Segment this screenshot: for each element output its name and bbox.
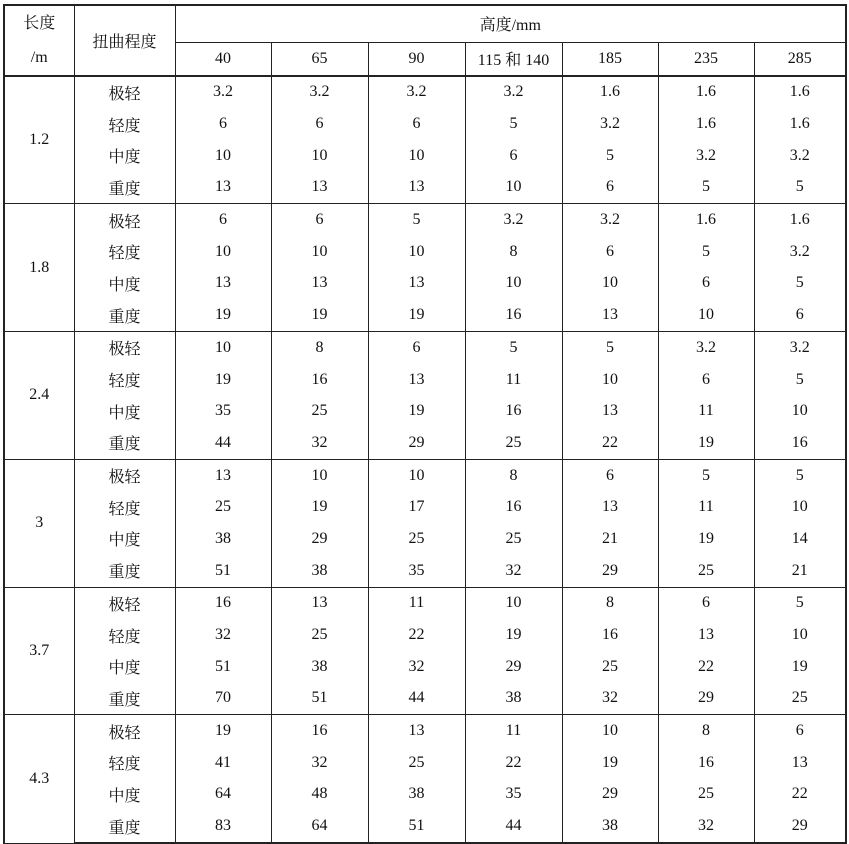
length-cell: 2.4	[4, 332, 74, 460]
value-cell: 10	[368, 236, 465, 268]
table-row	[4, 555, 846, 587]
value-cell: 5	[465, 332, 562, 364]
value-cell: 11	[465, 364, 562, 396]
length-cell: 4.3	[4, 715, 74, 843]
value-cell: 19	[271, 491, 368, 523]
degree-cell: 轻度	[74, 108, 175, 140]
value-cell: 6	[658, 364, 754, 396]
value-cell: 13	[368, 364, 465, 396]
value-cell: 35	[368, 555, 465, 587]
value-cell: 16	[562, 619, 658, 651]
value-cell: 3.2	[368, 76, 465, 109]
height-header: 高度/mm	[175, 5, 846, 42]
value-cell: 16	[465, 491, 562, 523]
value-cell: 1.6	[562, 76, 658, 109]
value-cell: 10	[175, 332, 271, 364]
value-cell: 6	[562, 172, 658, 204]
table-row	[4, 810, 846, 843]
degree-cell: 极轻	[74, 204, 175, 236]
value-cell: 19	[368, 395, 465, 427]
degree-cell: 极轻	[74, 459, 175, 491]
value-cell: 16	[465, 395, 562, 427]
value-cell: 1.6	[658, 204, 754, 236]
height-col-6: 285	[754, 42, 846, 76]
value-cell: 25	[271, 619, 368, 651]
degree-cell: 轻度	[74, 747, 175, 779]
value-cell: 6	[368, 332, 465, 364]
value-cell: 51	[175, 651, 271, 683]
value-cell: 3.2	[754, 140, 846, 172]
value-cell: 25	[368, 523, 465, 555]
value-cell: 6	[754, 715, 846, 747]
value-cell: 11	[658, 491, 754, 523]
length-cell: 3.7	[4, 587, 74, 715]
degree-cell: 中度	[74, 140, 175, 172]
value-cell: 6	[271, 204, 368, 236]
value-cell: 44	[368, 683, 465, 715]
value-cell: 32	[562, 683, 658, 715]
value-cell: 8	[465, 236, 562, 268]
value-cell: 3.2	[175, 76, 271, 109]
value-cell: 5	[754, 172, 846, 204]
value-cell: 5	[754, 587, 846, 619]
value-cell: 21	[562, 523, 658, 555]
value-cell: 22	[658, 651, 754, 683]
value-cell: 14	[754, 523, 846, 555]
value-cell: 5	[368, 204, 465, 236]
table-row	[4, 747, 846, 779]
table-row	[4, 683, 846, 715]
value-cell: 10	[465, 587, 562, 619]
value-cell: 10	[562, 715, 658, 747]
table-row	[4, 364, 846, 396]
value-cell: 51	[175, 555, 271, 587]
degree-cell: 重度	[74, 555, 175, 587]
value-cell: 10	[175, 236, 271, 268]
value-cell: 17	[368, 491, 465, 523]
value-cell: 38	[562, 810, 658, 843]
value-cell: 38	[368, 779, 465, 811]
value-cell: 16	[271, 715, 368, 747]
value-cell: 44	[465, 810, 562, 843]
value-cell: 19	[562, 747, 658, 779]
value-cell: 48	[271, 779, 368, 811]
value-cell: 25	[754, 683, 846, 715]
value-cell: 6	[271, 108, 368, 140]
value-cell: 3.2	[271, 76, 368, 109]
value-cell: 5	[658, 459, 754, 491]
value-cell: 32	[175, 619, 271, 651]
value-cell: 29	[562, 555, 658, 587]
table-row	[4, 268, 846, 300]
degree-cell: 轻度	[74, 619, 175, 651]
degree-cell: 中度	[74, 395, 175, 427]
value-cell: 5	[658, 172, 754, 204]
value-cell: 41	[175, 747, 271, 779]
value-cell: 8	[271, 332, 368, 364]
value-cell: 10	[271, 140, 368, 172]
value-cell: 6	[562, 236, 658, 268]
value-cell: 13	[562, 395, 658, 427]
length-cell: 3	[4, 459, 74, 587]
value-cell: 19	[175, 715, 271, 747]
value-cell: 38	[271, 651, 368, 683]
value-cell: 19	[658, 427, 754, 459]
value-cell: 3.2	[465, 76, 562, 109]
warp-tolerance-table	[3, 4, 847, 844]
value-cell: 5	[562, 140, 658, 172]
height-col-5: 235	[658, 42, 754, 76]
value-cell: 13	[562, 299, 658, 331]
value-cell: 32	[465, 555, 562, 587]
value-cell: 6	[368, 108, 465, 140]
degree-cell: 轻度	[74, 491, 175, 523]
degree-cell: 极轻	[74, 715, 175, 747]
value-cell: 11	[368, 587, 465, 619]
value-cell: 6	[562, 459, 658, 491]
value-cell: 35	[175, 395, 271, 427]
value-cell: 16	[271, 364, 368, 396]
value-cell: 32	[271, 747, 368, 779]
value-cell: 38	[465, 683, 562, 715]
value-cell: 10	[562, 268, 658, 300]
value-cell: 22	[465, 747, 562, 779]
value-cell: 25	[175, 491, 271, 523]
table-row	[4, 299, 846, 331]
value-cell: 22	[562, 427, 658, 459]
value-cell: 29	[368, 427, 465, 459]
value-cell: 64	[175, 779, 271, 811]
value-cell: 13	[175, 459, 271, 491]
table-row	[4, 491, 846, 523]
value-cell: 25	[562, 651, 658, 683]
degree-cell: 重度	[74, 299, 175, 331]
length-cell: 1.2	[4, 76, 74, 204]
value-cell: 13	[175, 172, 271, 204]
value-cell: 13	[562, 491, 658, 523]
table-row	[4, 715, 846, 747]
value-cell: 83	[175, 810, 271, 843]
value-cell: 22	[754, 779, 846, 811]
value-cell: 38	[175, 523, 271, 555]
value-cell: 19	[754, 651, 846, 683]
degree-cell: 极轻	[74, 76, 175, 109]
value-cell: 6	[658, 268, 754, 300]
table-row	[4, 619, 846, 651]
value-cell: 51	[368, 810, 465, 843]
degree-cell: 中度	[74, 523, 175, 555]
value-cell: 16	[175, 587, 271, 619]
degree-cell: 重度	[74, 810, 175, 843]
value-cell: 29	[271, 523, 368, 555]
value-cell: 10	[271, 236, 368, 268]
degree-cell: 中度	[74, 268, 175, 300]
value-cell: 5	[465, 108, 562, 140]
value-cell: 25	[658, 555, 754, 587]
table-row	[4, 76, 846, 109]
value-cell: 8	[658, 715, 754, 747]
value-cell: 10	[658, 299, 754, 331]
value-cell: 29	[562, 779, 658, 811]
table-row	[4, 587, 846, 619]
table-row	[4, 779, 846, 811]
degree-cell: 中度	[74, 651, 175, 683]
degree-cell: 重度	[74, 172, 175, 204]
value-cell: 11	[658, 395, 754, 427]
value-cell: 13	[271, 587, 368, 619]
value-cell: 1.6	[754, 108, 846, 140]
value-cell: 22	[368, 619, 465, 651]
value-cell: 10	[754, 619, 846, 651]
value-cell: 44	[175, 427, 271, 459]
value-cell: 5	[754, 459, 846, 491]
degree-cell: 极轻	[74, 587, 175, 619]
value-cell: 25	[658, 779, 754, 811]
table-row	[4, 651, 846, 683]
degree-cell: 中度	[74, 779, 175, 811]
value-cell: 25	[271, 395, 368, 427]
value-cell: 1.6	[754, 76, 846, 109]
value-cell: 6	[658, 587, 754, 619]
value-cell: 10	[562, 364, 658, 396]
table-row	[4, 427, 846, 459]
value-cell: 25	[368, 747, 465, 779]
table-row	[4, 204, 846, 236]
value-cell: 38	[271, 555, 368, 587]
length-cell: 1.8	[4, 204, 74, 332]
height-col-4: 185	[562, 42, 658, 76]
value-cell: 32	[271, 427, 368, 459]
value-cell: 13	[658, 619, 754, 651]
value-cell: 10	[271, 459, 368, 491]
value-cell: 16	[465, 299, 562, 331]
value-cell: 25	[465, 523, 562, 555]
value-cell: 13	[271, 268, 368, 300]
value-cell: 10	[368, 459, 465, 491]
value-cell: 19	[368, 299, 465, 331]
height-col-3: 115 和 140	[465, 42, 562, 76]
value-cell: 19	[175, 299, 271, 331]
value-cell: 5	[754, 364, 846, 396]
value-cell: 6	[754, 299, 846, 331]
value-cell: 25	[465, 427, 562, 459]
value-cell: 51	[271, 683, 368, 715]
value-cell: 29	[754, 810, 846, 843]
degree-cell: 轻度	[74, 364, 175, 396]
height-col-0: 40	[175, 42, 271, 76]
degree-cell: 轻度	[74, 236, 175, 268]
value-cell: 8	[562, 587, 658, 619]
value-cell: 3.2	[562, 108, 658, 140]
table-body	[4, 76, 846, 844]
value-cell: 32	[368, 651, 465, 683]
value-cell: 13	[368, 715, 465, 747]
value-cell: 13	[754, 747, 846, 779]
value-cell: 6	[175, 204, 271, 236]
table-row	[4, 332, 846, 364]
value-cell: 11	[465, 715, 562, 747]
value-cell: 10	[754, 491, 846, 523]
length-unit-header: /m	[4, 42, 74, 76]
value-cell: 3.2	[658, 140, 754, 172]
value-cell: 35	[465, 779, 562, 811]
value-cell: 6	[465, 140, 562, 172]
height-col-2: 90	[368, 42, 465, 76]
value-cell: 16	[754, 427, 846, 459]
table-row	[4, 108, 846, 140]
degree-cell: 极轻	[74, 332, 175, 364]
value-cell: 64	[271, 810, 368, 843]
value-cell: 19	[271, 299, 368, 331]
value-cell: 13	[271, 172, 368, 204]
value-cell: 1.6	[658, 108, 754, 140]
length-header: 长度	[4, 5, 74, 42]
value-cell: 3.2	[465, 204, 562, 236]
value-cell: 1.6	[754, 204, 846, 236]
degree-cell: 重度	[74, 683, 175, 715]
table-row	[4, 140, 846, 172]
value-cell: 6	[175, 108, 271, 140]
value-cell: 5	[754, 268, 846, 300]
value-cell: 70	[175, 683, 271, 715]
value-cell: 5	[658, 236, 754, 268]
value-cell: 19	[658, 523, 754, 555]
value-cell: 29	[465, 651, 562, 683]
value-cell: 3.2	[754, 236, 846, 268]
table-row	[4, 459, 846, 491]
value-cell: 19	[465, 619, 562, 651]
value-cell: 32	[658, 810, 754, 843]
value-cell: 29	[658, 683, 754, 715]
value-cell: 5	[562, 332, 658, 364]
value-cell: 1.6	[658, 76, 754, 109]
value-cell: 3.2	[562, 204, 658, 236]
value-cell: 13	[368, 268, 465, 300]
value-cell: 8	[465, 459, 562, 491]
value-cell: 19	[175, 364, 271, 396]
value-cell: 3.2	[754, 332, 846, 364]
value-cell: 21	[754, 555, 846, 587]
value-cell: 10	[754, 395, 846, 427]
value-cell: 16	[658, 747, 754, 779]
value-cell: 3.2	[658, 332, 754, 364]
value-cell: 10	[368, 140, 465, 172]
height-col-1: 65	[271, 42, 368, 76]
table-row	[4, 236, 846, 268]
value-cell: 10	[465, 172, 562, 204]
table-row	[4, 395, 846, 427]
degree-cell: 重度	[74, 427, 175, 459]
table-row	[4, 523, 846, 555]
value-cell: 10	[465, 268, 562, 300]
value-cell: 13	[368, 172, 465, 204]
degree-header: 扭曲程度	[74, 5, 175, 76]
value-cell: 13	[175, 268, 271, 300]
table-row	[4, 172, 846, 204]
value-cell: 10	[175, 140, 271, 172]
